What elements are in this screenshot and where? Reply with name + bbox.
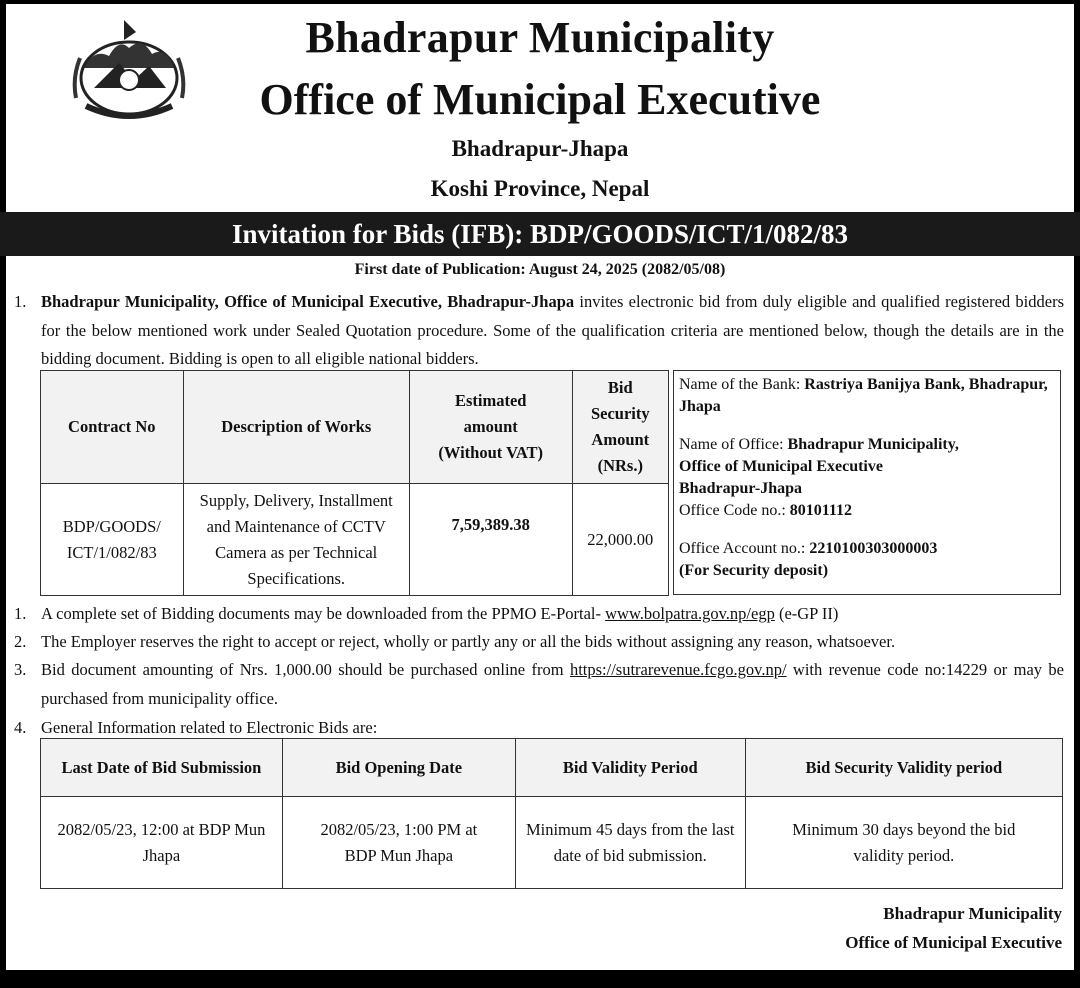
header-contract-no: Contract No [41,371,184,484]
item-number: 2. [14,632,27,651]
point-3-text: Bid document amounting of Nrs. 1,000.00 should be purchased online from [41,660,570,679]
point-2-text: The Employer reserves the right to accept or reject, wholly or partly any or all the bids without assigning any reason, whatsoever. [41,632,896,651]
header-opening-date: Bid Opening Date [282,739,515,797]
bank-details [673,370,1061,595]
signature-municipality: Bhadrapur Municipality [883,904,1062,923]
cell-description: Supply, Delivery, Installment and Maintenance of CCTV Camera as per Technical Specifications. [183,484,409,596]
header-validity: Bid Validity Period [515,739,745,797]
office-value-3: Bhadrapur-Jhapa [679,480,802,497]
signature-office: Office of Municipal Executive [845,933,1062,952]
province-line: Koshi Province, Nepal [430,176,650,201]
header-last-date: Last Date of Bid Submission [41,739,283,797]
cell-estimated: 7,59,389.38 [409,484,572,596]
item-number: 1. [14,604,27,623]
code-label: Office Code no.: [679,502,790,519]
point-2 [14,628,1064,657]
intro-rest: invites electronic bid from duly eligible and qualified registered bidders for the below mentioned work under Sealed Quotation procedure. Some of the qualification criteria are mentioned below, though the details are in the bidding document. Bidding is open to all eligible national bidders. [41,292,1064,368]
cell-opening-date: 2082/05/23, 1:00 PM at BDP Mun Jhapa [282,797,515,889]
item-number: 4. [14,718,27,737]
item-number: 1. [14,292,27,311]
cell-security: 22,000.00 [572,484,668,596]
notice-page [6,4,1074,970]
item-number: 3. [14,660,27,679]
point-3-suffix: with revenue code no:14229 or may be purchased from municipality office. [41,660,1064,708]
account-label: Office Account no.: [679,540,810,557]
point-1-suffix: (e-GP II) [774,604,839,623]
office-title: Office of Municipal Executive [259,75,821,124]
point-3 [14,656,1064,713]
publication-date: First date of Publication: August 24, 2025 (2082/05/08) [354,261,726,278]
intro-text [41,288,1064,374]
header-description: Description of Works [183,371,409,484]
cell-last-date: 2082/05/23, 12:00 at BDP Mun Jhapa [41,797,283,889]
point-1-text: A complete set of Bidding documents may be downloaded from the PPMO E-Portal- [41,604,606,623]
header-security: Bid Security Amount (NRs.) [572,371,668,484]
ifb-banner: Invitation for Bids (IFB): BDP/GOODS/ICT/1/082/83 [0,212,1080,256]
header-estimated: Estimated amount (Without VAT) [409,371,572,484]
point-4-text: General Information related to Electronic Bids are: [41,718,378,737]
cell-security-validity: Minimum 30 days beyond the bid validity period. [745,797,1062,889]
bank-label: Name of the Bank: [679,376,805,393]
municipality-title: Bhadrapur Municipality [305,13,775,62]
office-value-2: Office of Municipal Executive [679,458,883,475]
sutrarevenue-link[interactable]: https://sutrarevenue.fcgo.gov.np/ [569,660,787,679]
code-value: 80101112 [789,502,853,519]
bolpatra-link[interactable]: www.bolpatra.gov.np/egp [605,604,775,623]
location-line: Bhadrapur-Jhapa [451,136,629,161]
account-note: (For Security deposit) [679,562,829,579]
header-security-validity: Bid Security Validity period [745,739,1062,797]
bank-value: Rastriya Banijya Bank, Bhadrapur, Jhapa [679,376,1048,415]
cell-validity: Minimum 45 days from the last date of bid submission. [515,797,745,889]
schedule-table [40,738,1063,889]
intro-bold: Bhadrapur Municipality, Office of Municipal Executive, Bhadrapur-Jhapa [41,292,575,311]
cell-contract-no: BDP/GOODS/ ICT/1/082/83 [41,484,184,596]
point-1 [14,600,1064,629]
office-value-1: Bhadrapur Municipality, [787,436,959,453]
intro-paragraph [14,288,1064,374]
account-value: 2210100303000003 [809,540,938,557]
office-label: Name of Office: [679,436,788,453]
contract-table [40,370,669,596]
